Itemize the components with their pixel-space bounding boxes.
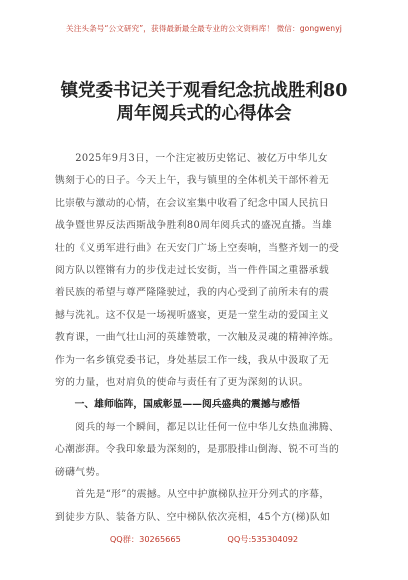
footer-qq-number: QQ号:535304092 — [227, 534, 299, 544]
section-paragraph — [55, 484, 355, 529]
paragraph-line: 心潮澎湃。令我印象最为深刻的，是那股排山倒海、锐不可当的 — [55, 444, 340, 456]
paragraph-line: 磅礴气势。 — [55, 466, 106, 478]
paragraph-line: 阅方队以铿锵有力的步伐走过长安街，当一件件国之重器承载 — [55, 265, 329, 277]
paragraph-line: 首先是“形”的震撼。从空中护旗梯队拉开分列式的序幕， — [55, 489, 330, 501]
paragraph-line: 到徒步方队、装备方队、空中梯队依次亮相，45个方(梯)队如 — [55, 511, 331, 523]
paragraph-line: 撼与洗礼。这不仅是一场视听盛宴，更是一堂生动的爱国主义 — [55, 309, 329, 321]
paragraph-line: 教育课，一曲气壮山河的英雄赞歌，一次触及灵魂的精神淬炼。 — [55, 332, 340, 344]
title-line-1: 镇党委书记关于观看纪念抗战胜利80 — [60, 81, 348, 101]
section-paragraph — [55, 417, 355, 484]
footer-contact — [0, 534, 408, 545]
paragraph-line: 作为一名乡镇党委书记，身处基层工作一线，我从中汲取了无 — [55, 354, 329, 366]
paragraph-line: 2025年9月3日，一个注定被历史铭记、被亿万中华儿女 — [55, 153, 328, 164]
paragraph-line: 阅兵的每一个瞬间，都足以让任何一位中华儿女热血沸腾、 — [55, 421, 340, 433]
document-body — [55, 148, 355, 529]
section-heading: 一、雄师临阵，国威彰显——阅兵盛典的震撼与感悟 — [55, 399, 300, 411]
paragraph-line: 战争暨世界反法西斯战争胜利80周年阅兵式的盛况直播。当雄 — [55, 220, 332, 232]
paragraph-line: 穷的力量，也对肩负的使命与责任有了更为深刻的认识。 — [55, 377, 309, 389]
paragraph-line: 比崇敬与激动的心情，在会议室集中收看了纪念中国人民抗日 — [55, 197, 329, 209]
paragraph-line: 镌刻于心的日子。今天上午，我与镇里的全体机关干部怀着无 — [55, 175, 329, 187]
paragraph-line: 壮的《义勇军进行曲》在天安门广场上空奏响，当整齐划一的受 — [55, 242, 340, 254]
paragraph-line: 着民族的希望与尊严隆隆驶过，我的内心受到了前所未有的震 — [55, 287, 329, 299]
intro-paragraph — [55, 148, 355, 394]
title-line-2: 周年阅兵式的心得体会 — [116, 104, 292, 124]
document-title — [0, 80, 408, 126]
header-banner: 关注头条号“公文研究”，获得最新最全最专业的公文资料库！ 微信：gongwenyj — [66, 24, 342, 33]
footer-qq-group: QQ群：30265665 — [109, 534, 181, 544]
